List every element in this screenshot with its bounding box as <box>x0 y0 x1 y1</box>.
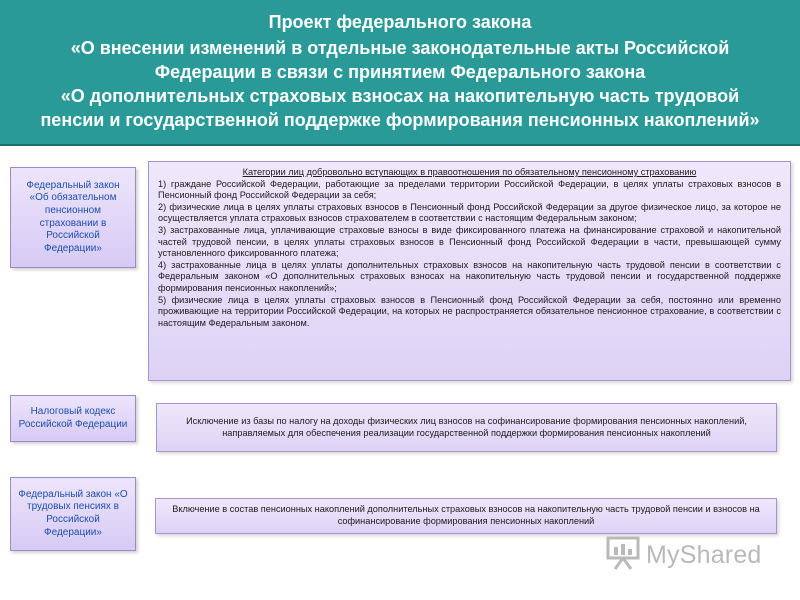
tax-exclusion-box: Исключение из базы по налогу на доходы физических лиц взносов на софинансирование формирования пенсионных накоплений, направляемых для обеспечения реализации государственной поддержки формирования пенсионных накоплений <box>156 403 777 452</box>
category-item-4: 4) застрахованные лица в целях уплаты дополнительных страховых взносов на накопительную часть трудовой пенсии в соответствии с Федеральным законом «О дополнительных страховых взносах на накопительную часть трудовой пенсии и государственной поддержке формирования пенсионных накоплений»; <box>158 259 781 293</box>
title-line-2: «О внесении изменений в отдельные законодательные акты Российской <box>70 38 730 58</box>
category-item-1: 1) граждане Российской Федерации, работающие за пределами территории Российской Федерации, в целях уплаты страховых взносов в Пенсионный фонд Российской Федерации за себя; <box>158 178 781 201</box>
categories-box <box>148 161 791 381</box>
pension-savings-box: Включение в состав пенсионных накоплений дополнительных страховых взносов на накопительную часть трудовой пенсии и взносов на софинансирование формирования пенсионных накоплений <box>155 498 777 534</box>
title-line-1: Проект федерального закона <box>268 12 532 32</box>
watermark-text: MyShared <box>646 541 762 569</box>
law-label-tax-code: Налоговый кодекс Российской Федерации <box>10 395 136 442</box>
law-label-labor-pensions: Федеральный закон «О трудовых пенсиях в Российской Федерации» <box>10 477 136 551</box>
title-line-4: «О дополнительных страховых взносах на накопительную часть трудовой <box>60 86 740 106</box>
title-line-3: Федерации в связи с принятием Федерального закона <box>154 62 646 82</box>
category-item-3: 3) застрахованные лица, уплачивающие страховые взносы в виде фиксированного платежа на финансирование страховой и накопительной частей трудовой пенсии, в целях уплаты страховых взносов в Пенсионный фонд Российской Федерации в части, превышающей сумму установленного фиксированного платежа; <box>158 224 781 259</box>
myshared-watermark <box>606 535 762 576</box>
categories-heading: Категории лиц добровольно вступающих в правоотношения по обязательному пенсионному страхованию <box>242 167 697 177</box>
presentation-board-icon <box>606 535 640 576</box>
law-label-pension-insurance: Федеральный закон «Об обязательном пенсионном страховании в Российской Федерации» <box>10 167 136 268</box>
category-item-5: 5) физические лица в целях уплаты страховых взносов в Пенсионный фонд Российской Федерации за себя, постоянно или временно проживающие на территории Российской Федерации, на которых не распространяется обязательное пенсионное страхование, в соответствии с настоящим Федеральным законом. <box>158 294 781 328</box>
category-item-2: 2) физические лица в целях уплаты страховых взносов в Пенсионный фонд Российской Федерации за другое физическое лицо, за которое не осуществляется уплата страховых взносов страхователем в соответствии с настоящим Федеральным законом; <box>158 201 781 224</box>
title-line-5: пенсии и государственной поддержке формирования пенсионных накоплений» <box>40 110 760 130</box>
title-banner <box>0 0 800 146</box>
